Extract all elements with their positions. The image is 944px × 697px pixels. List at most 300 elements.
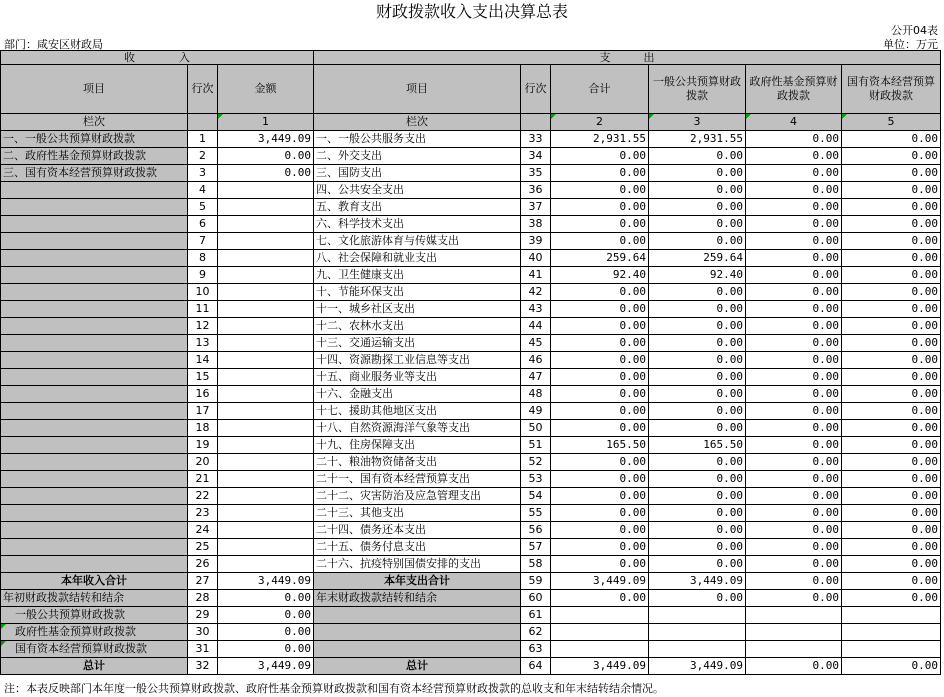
table-row — [1, 437, 941, 454]
table-row — [1, 318, 941, 335]
expense-total: 0.00 — [551, 182, 649, 199]
expense-capital: 0.00 — [842, 182, 941, 199]
expense-total-capital: 0.00 — [842, 573, 941, 590]
begin-sub-amount: 0.00 — [218, 641, 314, 658]
begin-sub-label: 国有资本经营预算财政拨款 — [1, 641, 188, 658]
col-header-general: 一般公共预算财政拨款 — [649, 65, 746, 114]
line-number: 50 — [521, 420, 551, 437]
line-number: 30 — [188, 624, 218, 641]
expense-fund: 0.00 — [746, 352, 842, 369]
expense-capital: 0.00 — [842, 284, 941, 301]
expense-fund: 0.00 — [746, 165, 842, 182]
income-item — [1, 386, 188, 403]
expense-item: 十九、住房保障支出 — [314, 437, 521, 454]
col-header-capital: 国有资本经营预算财政拨款 — [842, 65, 941, 114]
expense-general: 0.00 — [649, 454, 746, 471]
expense-capital: 0.00 — [842, 386, 941, 403]
expense-capital: 0.00 — [842, 267, 941, 284]
expense-capital: 0.00 — [842, 335, 941, 352]
income-item — [1, 318, 188, 335]
income-amount — [218, 199, 314, 216]
expense-total: 0.00 — [551, 454, 649, 471]
col-index-2: 2 — [551, 114, 649, 131]
col-header-exp-line: 行次 — [521, 65, 551, 114]
expense-item: 二十四、债务还本支出 — [314, 522, 521, 539]
form-code: 公开04表 — [891, 24, 938, 37]
line-number: 35 — [521, 165, 551, 182]
table-row — [1, 233, 941, 250]
expense-capital: 0.00 — [842, 199, 941, 216]
line-number: 63 — [521, 641, 551, 658]
expense-total: 259.64 — [551, 250, 649, 267]
expense-fund: 0.00 — [746, 522, 842, 539]
expense-capital: 0.00 — [842, 148, 941, 165]
line-number: 3 — [188, 165, 218, 182]
expense-item: 二十二、灾害防治及应急管理支出 — [314, 488, 521, 505]
expense-item: 十三、交通运输支出 — [314, 335, 521, 352]
table-row — [1, 369, 941, 386]
expense-general: 165.50 — [649, 437, 746, 454]
expense-item: 一、一般公共服务支出 — [314, 131, 521, 148]
line-number: 38 — [521, 216, 551, 233]
line-number: 61 — [521, 607, 551, 624]
expense-total-fund: 0.00 — [746, 573, 842, 590]
end-balance-label: 年末财政拨款结转和结余 — [314, 590, 521, 607]
expense-total: 0.00 — [551, 199, 649, 216]
income-total-label: 本年收入合计 — [1, 573, 188, 590]
line-number: 51 — [521, 437, 551, 454]
expense-total: 0.00 — [551, 352, 649, 369]
expense-total: 0.00 — [551, 505, 649, 522]
table-row — [1, 471, 941, 488]
expense-item: 六、科学技术支出 — [314, 216, 521, 233]
income-item — [1, 556, 188, 573]
expense-general: 2,931.55 — [649, 131, 746, 148]
expense-item: 九、卫生健康支出 — [314, 267, 521, 284]
expense-capital: 0.00 — [842, 505, 941, 522]
income-item: 三、国有资本经营预算财政拨款 — [1, 165, 188, 182]
grand-total-general: 3,449.09 — [649, 658, 746, 675]
line-number: 4 — [188, 182, 218, 199]
expense-general: 0.00 — [649, 369, 746, 386]
expense-general: 0.00 — [649, 539, 746, 556]
expense-capital: 0.00 — [842, 539, 941, 556]
grand-total-fund: 0.00 — [746, 658, 842, 675]
expense-general: 0.00 — [649, 352, 746, 369]
department-label: 部门：咸安区财政局 — [4, 38, 103, 51]
expense-fund: 0.00 — [746, 556, 842, 573]
table-row — [1, 216, 941, 233]
expense-general: 0.00 — [649, 505, 746, 522]
expense-total: 0.00 — [551, 233, 649, 250]
line-number: 59 — [521, 573, 551, 590]
begin-balance-label: 年初财政拨款结转和结余 — [1, 590, 188, 607]
expense-total: 0.00 — [551, 386, 649, 403]
col-header-total: 合计 — [551, 65, 649, 114]
expense-capital: 0.00 — [842, 488, 941, 505]
line-number: 21 — [188, 471, 218, 488]
expense-item: 十六、金融支出 — [314, 386, 521, 403]
col-header-amount: 金额 — [218, 65, 314, 114]
expense-item: 二十、粮油物资储备支出 — [314, 454, 521, 471]
income-item — [1, 420, 188, 437]
income-item — [1, 403, 188, 420]
income-item — [1, 522, 188, 539]
line-number: 6 — [188, 216, 218, 233]
line-number: 28 — [188, 590, 218, 607]
expense-general: 0.00 — [649, 301, 746, 318]
expense-total: 92.40 — [551, 267, 649, 284]
line-number: 33 — [521, 131, 551, 148]
line-number: 60 — [521, 590, 551, 607]
line-number: 34 — [521, 148, 551, 165]
line-number: 5 — [188, 199, 218, 216]
expense-general: 0.00 — [649, 471, 746, 488]
expense-general: 0.00 — [649, 522, 746, 539]
expense-capital: 0.00 — [842, 403, 941, 420]
expense-general: 0.00 — [649, 165, 746, 182]
expense-total: 0.00 — [551, 148, 649, 165]
col-index-exp-label: 栏次 — [314, 114, 521, 131]
expense-general: 0.00 — [649, 386, 746, 403]
income-amount — [218, 539, 314, 556]
begin-sub-label: 政府性基金预算财政拨款 — [1, 624, 188, 641]
end-balance-capital: 0.00 — [842, 590, 941, 607]
table-row — [1, 165, 941, 182]
income-amount — [218, 369, 314, 386]
expense-capital: 0.00 — [842, 318, 941, 335]
table-row — [1, 505, 941, 522]
line-number: 39 — [521, 233, 551, 250]
expense-fund: 0.00 — [746, 301, 842, 318]
line-number: 37 — [521, 199, 551, 216]
line-number: 13 — [188, 335, 218, 352]
expense-item: 十二、农林水支出 — [314, 318, 521, 335]
table-row — [1, 539, 941, 556]
line-number: 56 — [521, 522, 551, 539]
end-balance-fund: 0.00 — [746, 590, 842, 607]
expense-item: 三、国防支出 — [314, 165, 521, 182]
line-number: 49 — [521, 403, 551, 420]
line-number: 14 — [188, 352, 218, 369]
income-amount: 0.00 — [218, 148, 314, 165]
expense-fund: 0.00 — [746, 216, 842, 233]
expense-fund: 0.00 — [746, 335, 842, 352]
line-number: 11 — [188, 301, 218, 318]
expense-fund: 0.00 — [746, 488, 842, 505]
expense-fund: 0.00 — [746, 437, 842, 454]
line-number: 53 — [521, 471, 551, 488]
begin-sub-amount: 0.00 — [218, 624, 314, 641]
income-amount — [218, 403, 314, 420]
table-row — [1, 386, 941, 403]
income-amount — [218, 386, 314, 403]
expense-item: 十四、资源勘探工业信息等支出 — [314, 352, 521, 369]
income-item — [1, 284, 188, 301]
grand-total-capital: 0.00 — [842, 658, 941, 675]
income-amount — [218, 284, 314, 301]
line-number: 40 — [521, 250, 551, 267]
line-number: 48 — [521, 386, 551, 403]
expense-fund: 0.00 — [746, 454, 842, 471]
grand-total-expense-label: 总计 — [314, 658, 521, 675]
income-amount — [218, 250, 314, 267]
expense-general: 0.00 — [649, 216, 746, 233]
expense-general: 0.00 — [649, 488, 746, 505]
line-number: 36 — [521, 182, 551, 199]
table-row — [1, 148, 941, 165]
expense-general: 259.64 — [649, 250, 746, 267]
table-row — [1, 199, 941, 216]
expense-general: 0.00 — [649, 556, 746, 573]
line-number: 47 — [521, 369, 551, 386]
expense-general: 0.00 — [649, 199, 746, 216]
expense-fund: 0.00 — [746, 386, 842, 403]
expense-total: 0.00 — [551, 403, 649, 420]
expense-total: 0.00 — [551, 522, 649, 539]
expense-item: 二十三、其他支出 — [314, 505, 521, 522]
income-item — [1, 488, 188, 505]
expense-item: 四、公共安全支出 — [314, 182, 521, 199]
expense-total: 0.00 — [551, 284, 649, 301]
income-amount — [218, 556, 314, 573]
table-row — [1, 403, 941, 420]
expense-fund: 0.00 — [746, 131, 842, 148]
expense-total-total: 3,449.09 — [551, 573, 649, 590]
expense-item: 二、外交支出 — [314, 148, 521, 165]
expense-capital: 0.00 — [842, 556, 941, 573]
expense-fund: 0.00 — [746, 318, 842, 335]
table-row — [1, 454, 941, 471]
expense-fund: 0.00 — [746, 471, 842, 488]
income-item — [1, 471, 188, 488]
income-amount: 3,449.09 — [218, 131, 314, 148]
expense-fund: 0.00 — [746, 369, 842, 386]
grand-total-total: 3,449.09 — [551, 658, 649, 675]
table-row — [1, 335, 941, 352]
expense-fund: 0.00 — [746, 267, 842, 284]
expense-total: 2,931.55 — [551, 131, 649, 148]
end-balance-total: 0.00 — [551, 590, 649, 607]
line-number: 25 — [188, 539, 218, 556]
table-row — [1, 352, 941, 369]
income-amount — [218, 437, 314, 454]
line-number: 57 — [521, 539, 551, 556]
line-number: 1 — [188, 131, 218, 148]
line-number: 9 — [188, 267, 218, 284]
expense-capital: 0.00 — [842, 131, 941, 148]
line-number: 32 — [188, 658, 218, 675]
expense-item: 二十一、国有资本经营预算支出 — [314, 471, 521, 488]
line-number: 45 — [521, 335, 551, 352]
income-amount — [218, 335, 314, 352]
expense-total: 0.00 — [551, 318, 649, 335]
line-number: 7 — [188, 233, 218, 250]
income-amount — [218, 505, 314, 522]
col-header-line: 行次 — [188, 65, 218, 114]
expense-general: 0.00 — [649, 335, 746, 352]
line-number: 20 — [188, 454, 218, 471]
income-item — [1, 216, 188, 233]
expense-total-general: 3,449.09 — [649, 573, 746, 590]
line-number: 29 — [188, 607, 218, 624]
income-amount — [218, 352, 314, 369]
expense-item: 十、节能环保支出 — [314, 284, 521, 301]
table-row — [1, 182, 941, 199]
line-number: 41 — [521, 267, 551, 284]
expense-total: 0.00 — [551, 165, 649, 182]
expense-general: 92.40 — [649, 267, 746, 284]
income-item — [1, 454, 188, 471]
table-row — [1, 420, 941, 437]
income-item — [1, 437, 188, 454]
line-number: 26 — [188, 556, 218, 573]
expense-general: 0.00 — [649, 318, 746, 335]
income-item — [1, 233, 188, 250]
table-row — [1, 131, 941, 148]
income-section-header: 收 入 — [1, 51, 314, 65]
income-amount — [218, 454, 314, 471]
income-amount — [218, 182, 314, 199]
grand-total-income-amount: 3,449.09 — [218, 658, 314, 675]
unit-label: 单位：万元 — [883, 38, 938, 51]
footnote: 注：本表反映部门本年度一般公共预算财政拨款、政府性基金预算财政拨款和国有资本经营预算财政拨款的总收支和年末结转结余情况。 — [4, 682, 664, 695]
expense-item: 八、社会保障和就业支出 — [314, 250, 521, 267]
line-number: 22 — [188, 488, 218, 505]
expense-item: 十七、援助其他地区支出 — [314, 403, 521, 420]
line-number: 12 — [188, 318, 218, 335]
income-item — [1, 199, 188, 216]
line-number: 55 — [521, 505, 551, 522]
expense-total: 0.00 — [551, 216, 649, 233]
col-index-label: 栏次 — [1, 114, 188, 131]
expense-capital: 0.00 — [842, 216, 941, 233]
expense-capital: 0.00 — [842, 522, 941, 539]
income-amount — [218, 522, 314, 539]
table-row — [1, 556, 941, 573]
line-number: 19 — [188, 437, 218, 454]
col-header-exp-item: 项目 — [314, 65, 521, 114]
line-number: 52 — [521, 454, 551, 471]
income-amount — [218, 318, 314, 335]
grand-total-income-label: 总计 — [1, 658, 188, 675]
expense-total: 0.00 — [551, 471, 649, 488]
expense-item: 五、教育支出 — [314, 199, 521, 216]
table-row — [1, 522, 941, 539]
expense-fund: 0.00 — [746, 403, 842, 420]
income-amount — [218, 216, 314, 233]
expense-total: 0.00 — [551, 556, 649, 573]
line-number: 54 — [521, 488, 551, 505]
expense-fund: 0.00 — [746, 182, 842, 199]
income-item — [1, 182, 188, 199]
expense-general: 0.00 — [649, 182, 746, 199]
expense-capital: 0.00 — [842, 250, 941, 267]
expense-fund: 0.00 — [746, 284, 842, 301]
income-item — [1, 267, 188, 284]
income-amount — [218, 267, 314, 284]
page-title: 财政拨款收入支出决算总表 — [375, 2, 568, 21]
income-amount — [218, 301, 314, 318]
summary-table — [0, 50, 941, 675]
line-number: 62 — [521, 624, 551, 641]
table-row — [1, 267, 941, 284]
expense-fund: 0.00 — [746, 505, 842, 522]
line-number: 23 — [188, 505, 218, 522]
line-number: 15 — [188, 369, 218, 386]
expense-item: 十五、商业服务业等支出 — [314, 369, 521, 386]
line-number: 24 — [188, 522, 218, 539]
income-item: 一、一般公共预算财政拨款 — [1, 131, 188, 148]
expense-general: 0.00 — [649, 148, 746, 165]
line-number: 10 — [188, 284, 218, 301]
expense-total: 0.00 — [551, 301, 649, 318]
expense-item: 二十五、债务付息支出 — [314, 539, 521, 556]
begin-sub-label: 一般公共预算财政拨款 — [1, 607, 188, 624]
income-item — [1, 505, 188, 522]
col-header-fund: 政府性基金预算财政拨款 — [746, 65, 842, 114]
expense-item: 十八、自然资源海洋气象等支出 — [314, 420, 521, 437]
expense-capital: 0.00 — [842, 233, 941, 250]
expense-fund: 0.00 — [746, 539, 842, 556]
line-number: 44 — [521, 318, 551, 335]
begin-balance-amount: 0.00 — [218, 590, 314, 607]
expense-item: 十一、城乡社区支出 — [314, 301, 521, 318]
expense-capital: 0.00 — [842, 454, 941, 471]
table-row — [1, 284, 941, 301]
col-index-5: 5 — [842, 114, 941, 131]
income-item — [1, 539, 188, 556]
income-amount: 0.00 — [218, 165, 314, 182]
income-amount — [218, 420, 314, 437]
income-item — [1, 352, 188, 369]
line-number: 27 — [188, 573, 218, 590]
expense-total: 0.00 — [551, 369, 649, 386]
expense-general: 0.00 — [649, 420, 746, 437]
expense-total: 0.00 — [551, 488, 649, 505]
line-number: 43 — [521, 301, 551, 318]
income-item: 二、政府性基金预算财政拨款 — [1, 148, 188, 165]
expense-total: 0.00 — [551, 420, 649, 437]
col-index-4: 4 — [746, 114, 842, 131]
end-balance-general: 0.00 — [649, 590, 746, 607]
expense-capital: 0.00 — [842, 437, 941, 454]
income-amount — [218, 488, 314, 505]
line-number: 31 — [188, 641, 218, 658]
expense-fund: 0.00 — [746, 420, 842, 437]
table-row — [1, 301, 941, 318]
expense-general: 0.00 — [649, 403, 746, 420]
expense-capital: 0.00 — [842, 165, 941, 182]
income-total-amount: 3,449.09 — [218, 573, 314, 590]
line-number: 2 — [188, 148, 218, 165]
expense-total: 0.00 — [551, 335, 649, 352]
expense-fund: 0.00 — [746, 148, 842, 165]
expense-fund: 0.00 — [746, 199, 842, 216]
col-index-1: 1 — [218, 114, 314, 131]
income-amount — [218, 233, 314, 250]
expense-capital: 0.00 — [842, 369, 941, 386]
table-row — [1, 488, 941, 505]
expense-fund: 0.00 — [746, 250, 842, 267]
expense-capital: 0.00 — [842, 352, 941, 369]
line-number: 46 — [521, 352, 551, 369]
table-row — [1, 250, 941, 267]
line-number: 18 — [188, 420, 218, 437]
expense-total-label: 本年支出合计 — [314, 573, 521, 590]
income-item — [1, 250, 188, 267]
income-item — [1, 369, 188, 386]
